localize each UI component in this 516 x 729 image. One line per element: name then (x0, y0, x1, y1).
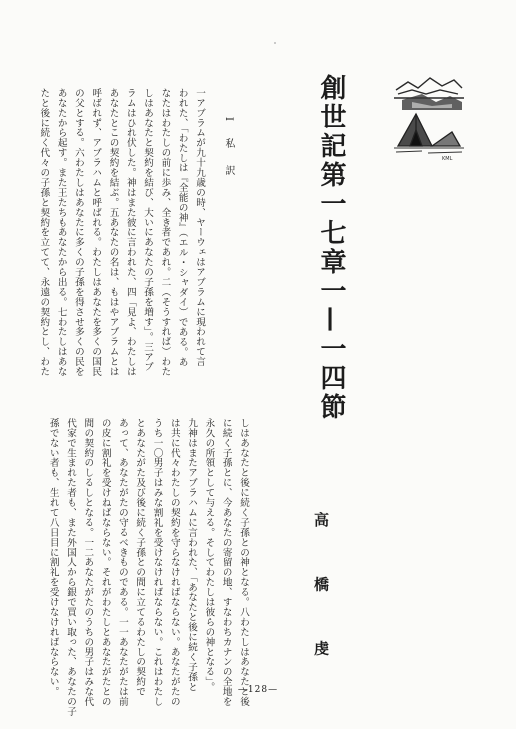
tent-icon (398, 114, 460, 146)
landscape-illustration (392, 60, 466, 170)
article-title: 創世記第一七章一—一四節 (316, 74, 346, 422)
text-line: とあなたがた及び後に続く子孫との間に立てるわたしの契約で (134, 418, 146, 697)
translation-text-upper (38, 88, 208, 378)
text-line: の父とする。六わたしはあなたに多くの子孫を得させ多くの民を (72, 88, 84, 377)
text-line: は共に代々わたしの契約を守らなければならない。あなたがたの (168, 418, 180, 707)
text-line: に続く子孫とに、今あなたの寄留の地、すなわちカナンの全地を (220, 418, 232, 707)
text-line: 間の契約のしるしとなる。一二あなたがたのうちの男子はみな代 (82, 418, 94, 707)
mountain-icon (394, 78, 464, 98)
text-line: なたはわたしの前に歩み、全き者であれ。二（そうすれば）わた (159, 88, 171, 377)
text-line: 九神はまたアブラハムに言われた、「あなたと後に続く子孫と (186, 418, 198, 692)
translation-text-lower (47, 418, 252, 717)
text-line: しはあなたと後に続く子孫との神となる。八わたしはあなたと後 (238, 418, 249, 707)
text-line: われた、「わたしは『全能の神』（エル・シャダイ）である。あ (176, 88, 188, 367)
section-heading: I 私 訳 (223, 117, 234, 183)
ground-lines (394, 148, 464, 153)
author-name: 高 橋 虔 (312, 512, 330, 678)
text-line: 呼ばれず、アブラハムと呼ばれる。わたしはあなたを多くの国民 (90, 88, 102, 377)
text-line: 孫でない者も、生れて八日目に割礼を受けなければならない。 (47, 418, 59, 697)
text-line: たと後に続く代々の子孫と契約を立てて、永遠の契約とし、わた (38, 88, 50, 377)
text-line: あなたとこの契約を結ぶ。五あなたの名は、もはやアブラムとは (107, 88, 119, 377)
text-line: 永久の所領として与える。そしてわたしは彼らの神となる」。 (203, 418, 215, 692)
page-number: —128— (237, 685, 279, 695)
shaded-hills-icon (402, 94, 462, 110)
text-line: うち一〇男子はみな割礼を受けなければならない。これはわたし (151, 418, 163, 707)
text-line: あなたから起す。また王たちもあなたから出る。七わたしはあな (55, 88, 67, 377)
text-line: 代家で生まれた者も、また外国人から銀で買い取った、あなたの子 (65, 418, 77, 717)
text-line: 一アブラムが九十九歳の時、ヤーウェはアブラムに現われて言 (194, 88, 205, 367)
page-speck (274, 42, 276, 44)
text-line: しはあなたと契約を結び、大いにあなたの子孫を増す」。三アブ (142, 88, 154, 372)
text-line: の皮に割礼を受けねばならない。それがわたしとあなたがたとの (99, 418, 111, 707)
text-line: あって、あなたがたの守るべきものである。一一あなたがたは前 (116, 418, 128, 707)
illustration-signature: KML (442, 156, 453, 162)
text-line: ラムはひれ伏した。神はまた彼に言われた、四「見よ、わたしは (124, 88, 136, 377)
